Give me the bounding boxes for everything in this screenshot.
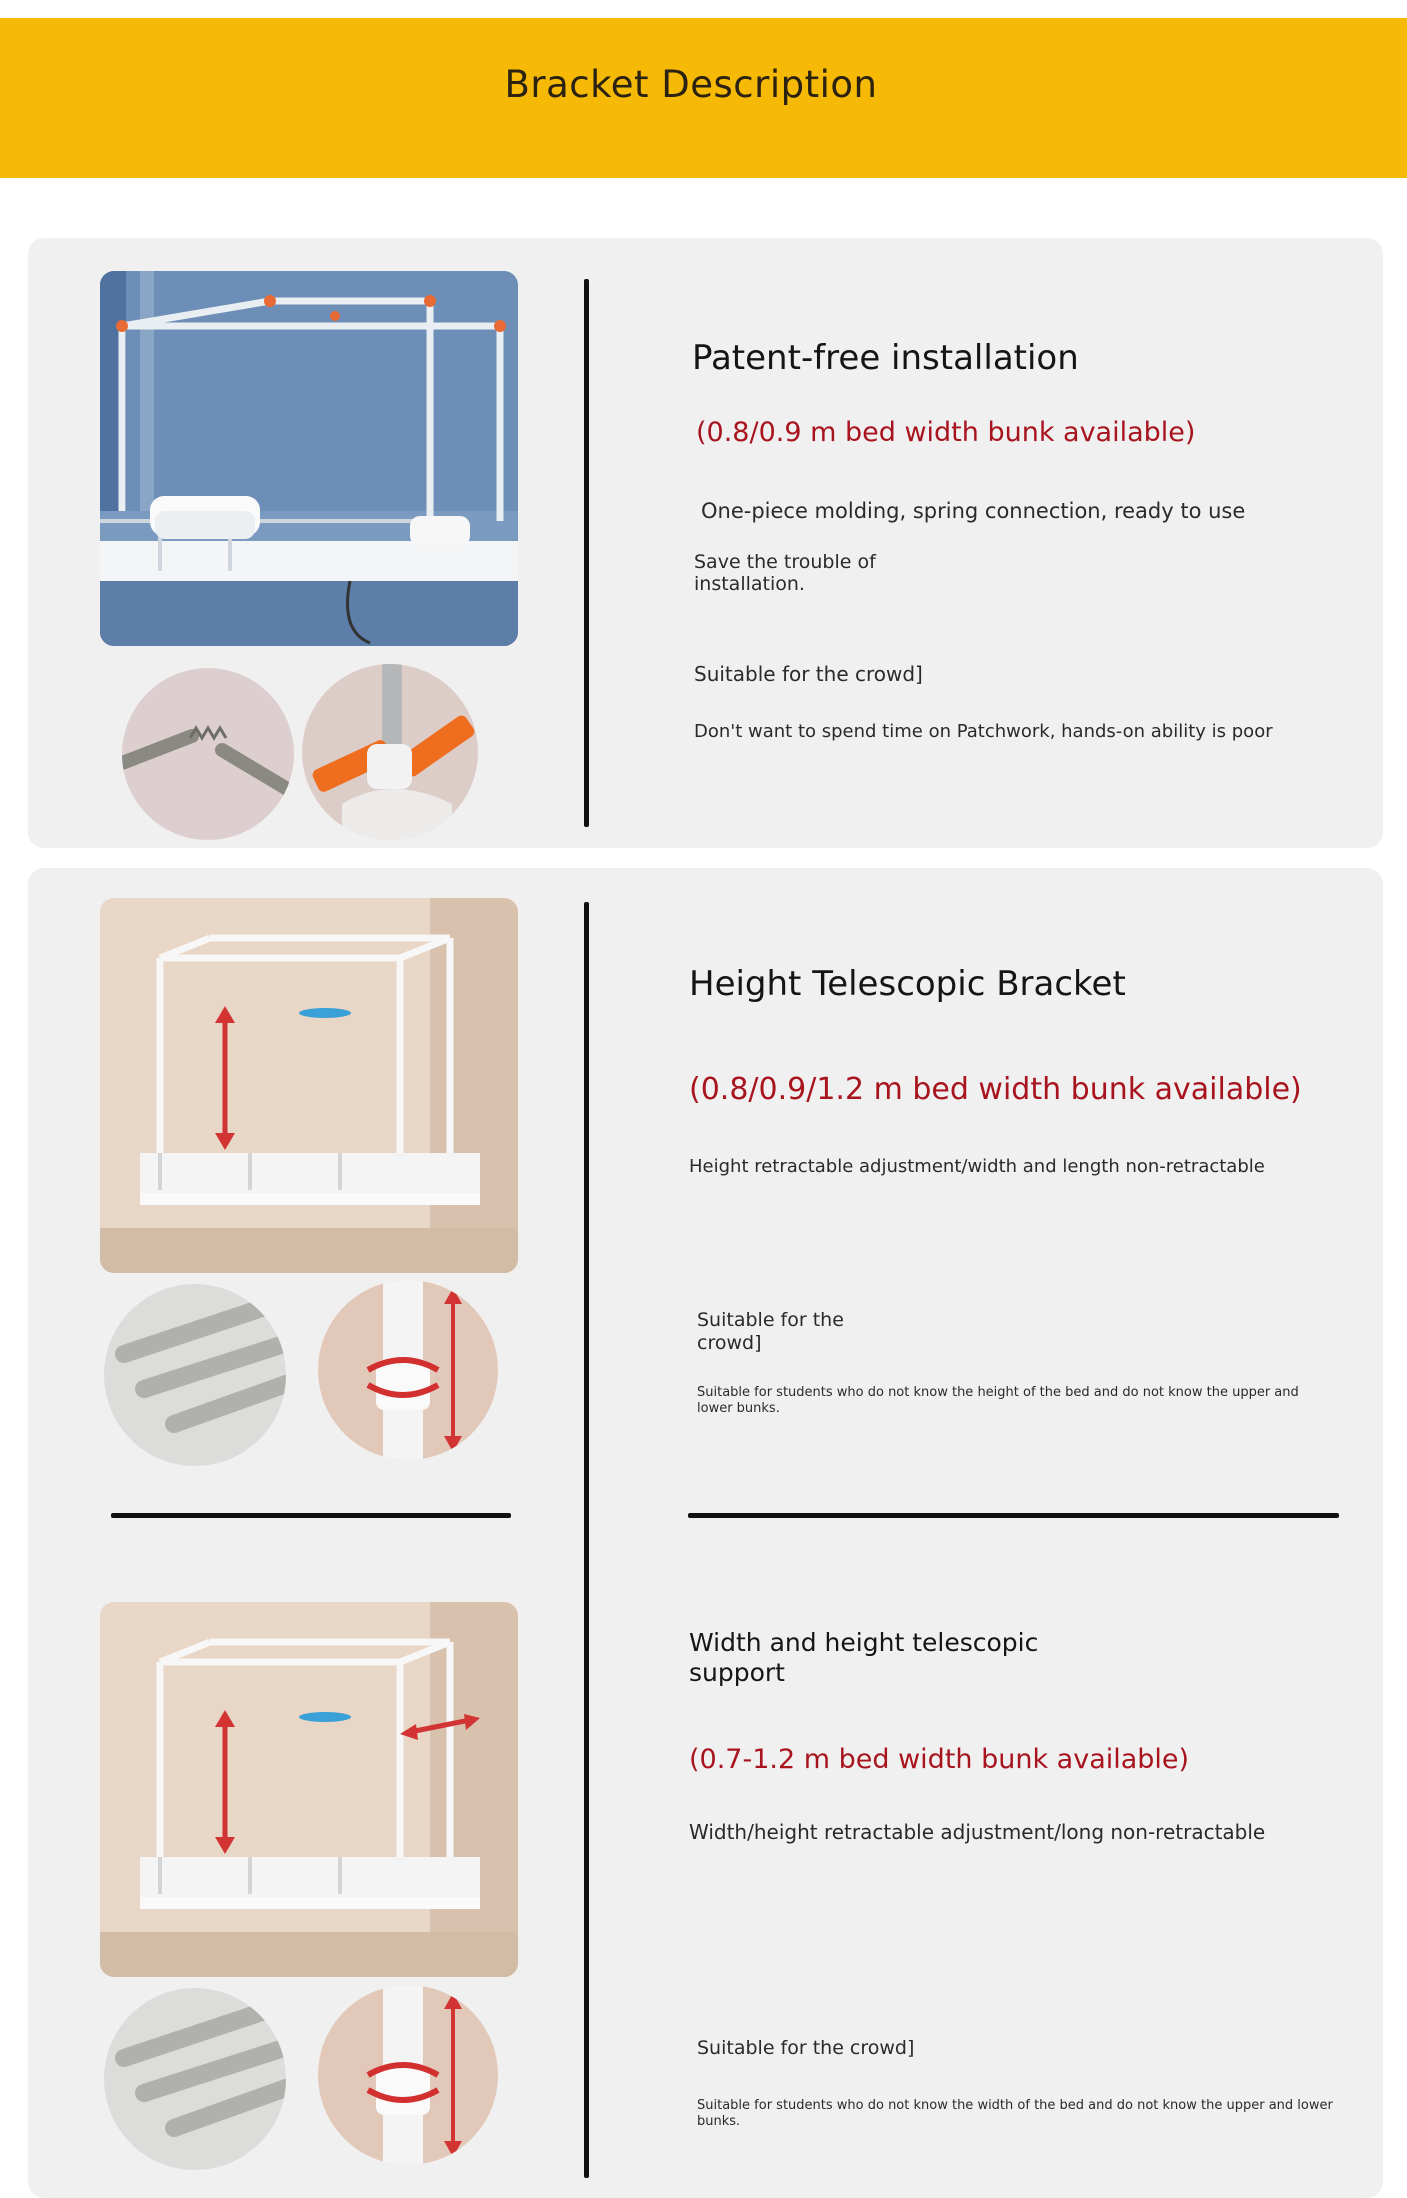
vertical-divider (584, 279, 589, 827)
crowd-label: Suitable for the crowd] (694, 662, 923, 686)
crowd-label: Suitable for the crowd] (697, 1309, 844, 1354)
availability-note: (0.8/0.9 m bed width bunk available) (696, 417, 1196, 448)
product-photo-height-telescopic (100, 898, 518, 1273)
detail-rotate-adjust (318, 1985, 498, 2165)
crowd-text: Suitable for students who do not know the width of the bed and do not know the upper and lower bunks. (697, 2098, 1333, 2129)
section-title: Patent-free installation (692, 338, 1079, 378)
detail-spring-connection (122, 668, 294, 840)
vertical-divider (584, 902, 589, 2178)
availability-note: (0.7-1.2 m bed width bunk available) (689, 1744, 1190, 1775)
feature-text: One-piece molding, spring connection, ready to use (701, 499, 1246, 523)
section-title: Width and height telescopic support (689, 1628, 1039, 1687)
product-photo-blue-room (100, 271, 518, 646)
horizontal-divider (688, 1513, 1339, 1518)
feature-text: Width/height retractable adjustment/long non-retractable (689, 1820, 1266, 1844)
section-title: Height Telescopic Bracket (689, 964, 1126, 1004)
ceiling-fan-icon (299, 1008, 351, 1018)
feature-text: Height retractable adjustment/width and length non-retractable (689, 1156, 1265, 1177)
product-photo-width-height-telescopic (100, 1602, 518, 1977)
benefit-text: Save the trouble of installation. (694, 551, 876, 595)
crowd-text: Suitable for students who do not know the height of the bed and do not know the upper and lower bunks. (697, 1385, 1299, 1416)
detail-rotate-adjust (318, 1280, 498, 1460)
detail-corner-joint (302, 664, 478, 840)
availability-note: (0.8/0.9/1.2 m bed width bunk available) (689, 1072, 1302, 1107)
detail-telescopic-tubes (104, 1284, 286, 1466)
crowd-label: Suitable for the crowd] (697, 2037, 915, 2059)
horizontal-divider (111, 1513, 511, 1518)
ceiling-fan-icon (299, 1712, 351, 1722)
detail-telescopic-tubes (104, 1988, 286, 2170)
page-title: Bracket Description (504, 63, 878, 106)
crowd-text: Don't want to spend time on Patchwork, hands-on ability is poor (694, 721, 1273, 742)
